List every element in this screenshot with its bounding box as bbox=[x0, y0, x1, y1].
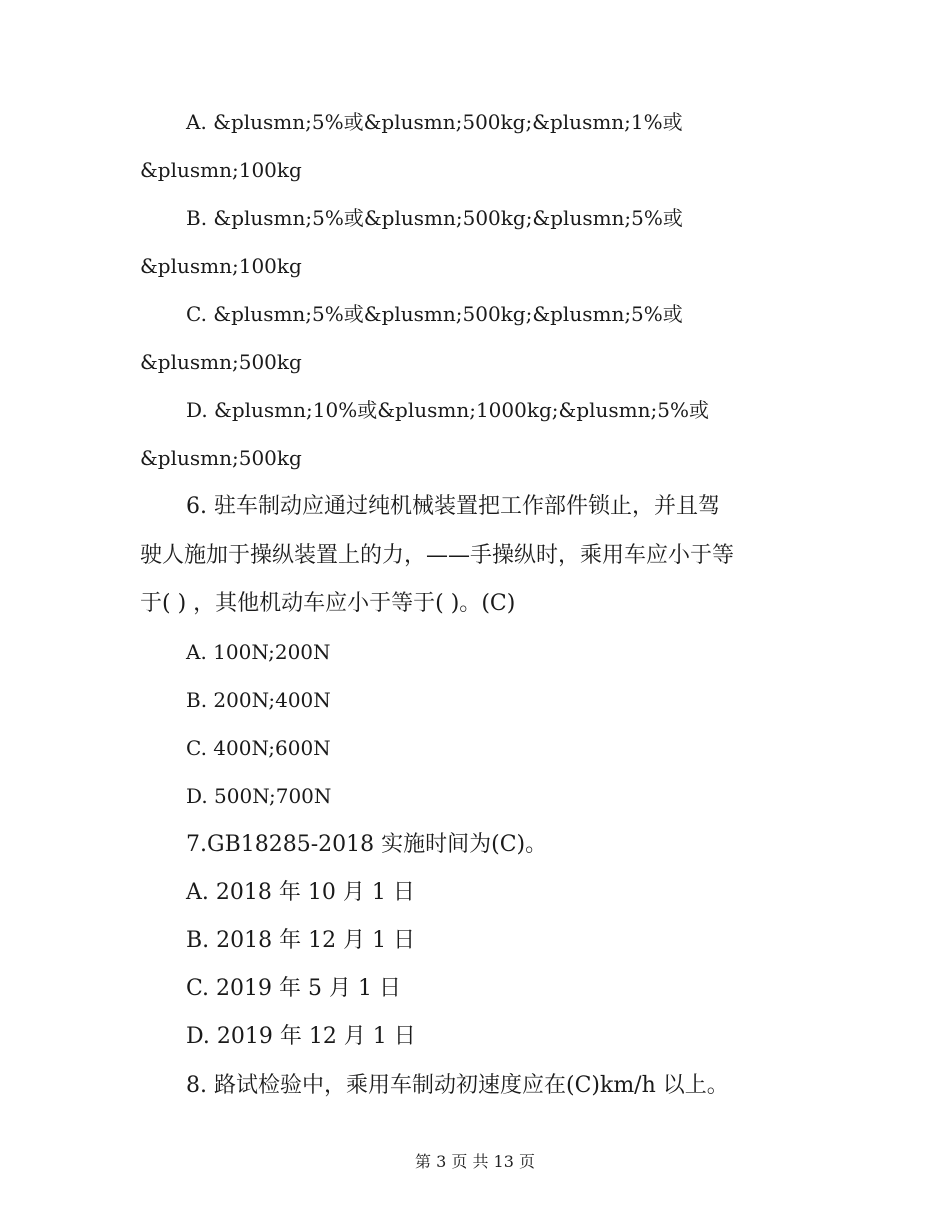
q5-option-b-line1: B. &plusmn;5%或&plusmn;500kg;&plusmn;5%或 bbox=[186, 206, 683, 230]
q6-question-line3: 于( ) ，其他机动车应小于等于( )。(C) bbox=[140, 591, 516, 616]
q5-option-c-line1: C. &plusmn;5%或&plusmn;500kg;&plusmn;5%或 bbox=[186, 302, 683, 326]
q6-question-line2: 驶人施加于操纵装置上的力，——手操纵时，乘用车应小于等 bbox=[140, 543, 735, 568]
q6-option-c: C. 400N;600N bbox=[186, 736, 331, 760]
q5-option-a-line2: &plusmn;100kg bbox=[140, 158, 302, 182]
q7-option-c: C. 2019 年 5 月 1 日 bbox=[186, 976, 401, 1001]
q7-option-b: B. 2018 年 12 月 1 日 bbox=[186, 928, 416, 953]
q6-question-line1: 6. 驻车制动应通过纯机械装置把工作部件锁止，并且驾 bbox=[186, 494, 720, 519]
q6-option-d: D. 500N;700N bbox=[186, 784, 332, 808]
q8-question: 8. 路试检验中，乘用车制动初速度应在(C)km/h 以上。 bbox=[186, 1073, 729, 1098]
q7-option-d: D. 2019 年 12 月 1 日 bbox=[186, 1024, 416, 1049]
q7-question: 7.GB18285-2018 实施时间为(C)。 bbox=[186, 832, 548, 857]
q6-option-a: A. 100N;200N bbox=[186, 640, 331, 664]
q5-option-d-line1: D. &plusmn;10%或&plusmn;1000kg;&plusmn;5%或 bbox=[186, 398, 709, 422]
q5-option-c-line2: &plusmn;500kg bbox=[140, 350, 302, 374]
page-footer: 第 3 页 共 13 页 bbox=[415, 1152, 535, 1171]
q5-option-b-line2: &plusmn;100kg bbox=[140, 254, 302, 278]
q5-option-a-line1: A. &plusmn;5%或&plusmn;500kg;&plusmn;1%或 bbox=[186, 110, 683, 134]
q6-option-b: B. 200N;400N bbox=[186, 688, 331, 712]
q7-option-a: A. 2018 年 10 月 1 日 bbox=[186, 880, 415, 905]
q5-option-d-line2: &plusmn;500kg bbox=[140, 446, 302, 470]
